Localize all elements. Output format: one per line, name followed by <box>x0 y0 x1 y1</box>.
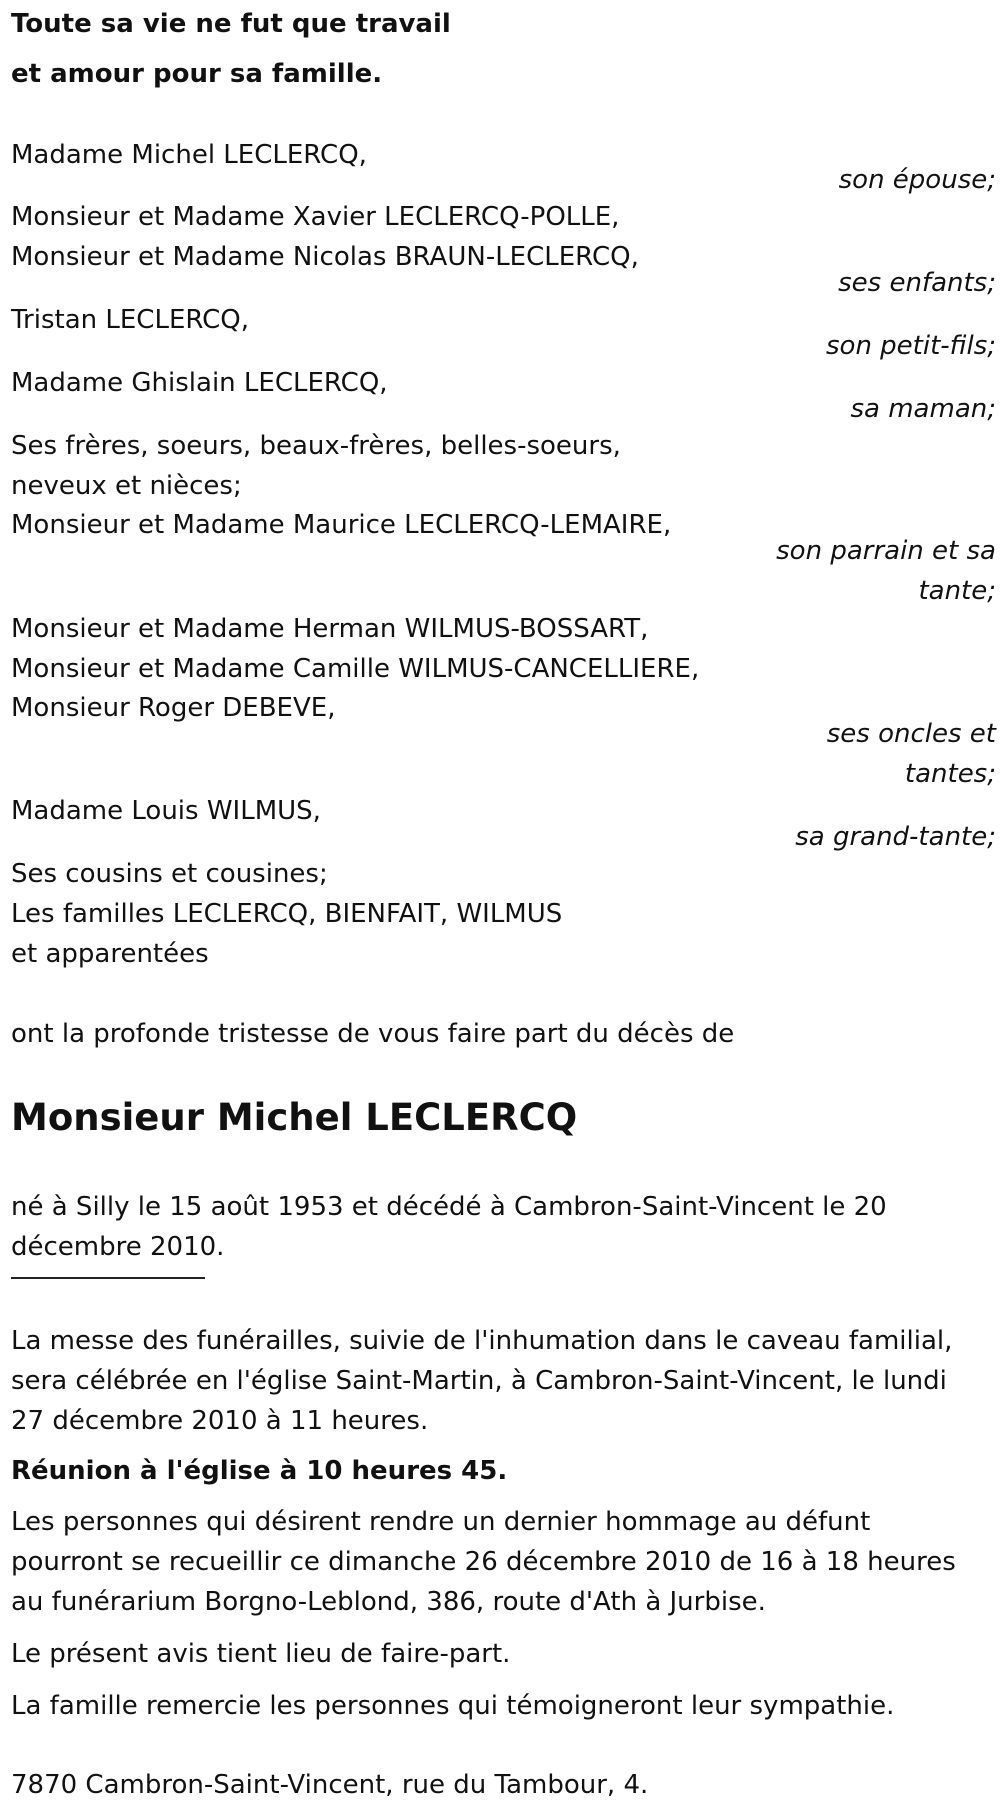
announcement-text: ont la profonde tristesse de vous faire part du décès de <box>11 1019 735 1049</box>
family-name: Monsieur et Madame Maurice LECLERCQ-LEMAIRE, <box>11 510 672 540</box>
meeting-time: Réunion à l'église à 10 heures 45. <box>11 1456 508 1486</box>
family-relation: son épouse; <box>838 165 996 195</box>
family-name: Monsieur et Madame Camille WILMUS-CANCELLIERE, <box>11 654 700 684</box>
visitation-line-3: au funérarium Borgno-Leblond, 386, route d'Ath à Jurbise. <box>11 1587 766 1617</box>
funeral-line-1: La messe des funérailles, suivie de l'inhumation dans le caveau familial, <box>11 1326 953 1356</box>
family-name: Monsieur et Madame Xavier LECLERCQ-POLLE, <box>11 202 620 232</box>
family-relation: ses oncles et <box>826 719 996 749</box>
family-relation: tante; <box>918 576 996 606</box>
separator-line <box>11 1277 205 1279</box>
thanks-text: La famille remercie les personnes qui témoigneront leur sympathie. <box>11 1691 895 1721</box>
funeral-line-3: 27 décembre 2010 à 11 heures. <box>11 1406 429 1436</box>
family-relation: tantes; <box>904 759 996 789</box>
address-text: 7870 Cambron-Saint-Vincent, rue du Tambour, 4. <box>11 1770 649 1800</box>
birth-death-line-2: décembre 2010. <box>11 1232 225 1262</box>
family-name: Ses cousins et cousines; <box>11 859 328 889</box>
family-name: Tristan LECLERCQ, <box>11 305 250 335</box>
motto-line-1: Toute sa vie ne fut que travail <box>11 9 451 39</box>
funeral-line-2: sera célébrée en l'église Saint-Martin, à Cambron-Saint-Vincent, le lundi <box>11 1366 947 1396</box>
family-name: et apparentées <box>11 939 209 969</box>
birth-death-line-1: né à Silly le 15 août 1953 et décédé à Cambron-Saint-Vincent le 20 <box>11 1192 887 1222</box>
motto-line-2: et amour pour sa famille. <box>11 59 383 89</box>
family-relation: son parrain et sa <box>776 536 996 566</box>
notice-text: Le présent avis tient lieu de faire-part. <box>11 1639 511 1669</box>
family-relation: sa grand-tante; <box>795 822 996 852</box>
family-name: Monsieur Roger DEBEVE, <box>11 693 336 723</box>
family-name: Ses frères, soeurs, beaux-frères, belles-soeurs, <box>11 431 621 461</box>
family-name: Madame Louis WILMUS, <box>11 796 321 826</box>
visitation-line-2: pourront se recueillir ce dimanche 26 décembre 2010 de 16 à 18 heures <box>11 1547 956 1577</box>
family-relation: sa maman; <box>850 394 996 424</box>
family-name: Monsieur et Madame Herman WILMUS-BOSSART, <box>11 614 649 644</box>
family-name: Monsieur et Madame Nicolas BRAUN-LECLERCQ, <box>11 242 639 272</box>
deceased-name: Monsieur Michel LECLERCQ <box>11 1096 578 1139</box>
family-name: neveux et nièces; <box>11 471 242 501</box>
family-name: Madame Michel LECLERCQ, <box>11 140 367 170</box>
family-relation: ses enfants; <box>838 268 996 298</box>
family-name: Madame Ghislain LECLERCQ, <box>11 368 388 398</box>
family-name: Les familles LECLERCQ, BIENFAIT, WILMUS <box>11 899 563 929</box>
family-relation: son petit-fils; <box>825 331 996 361</box>
visitation-line-1: Les personnes qui désirent rendre un dernier hommage au défunt <box>11 1507 871 1537</box>
